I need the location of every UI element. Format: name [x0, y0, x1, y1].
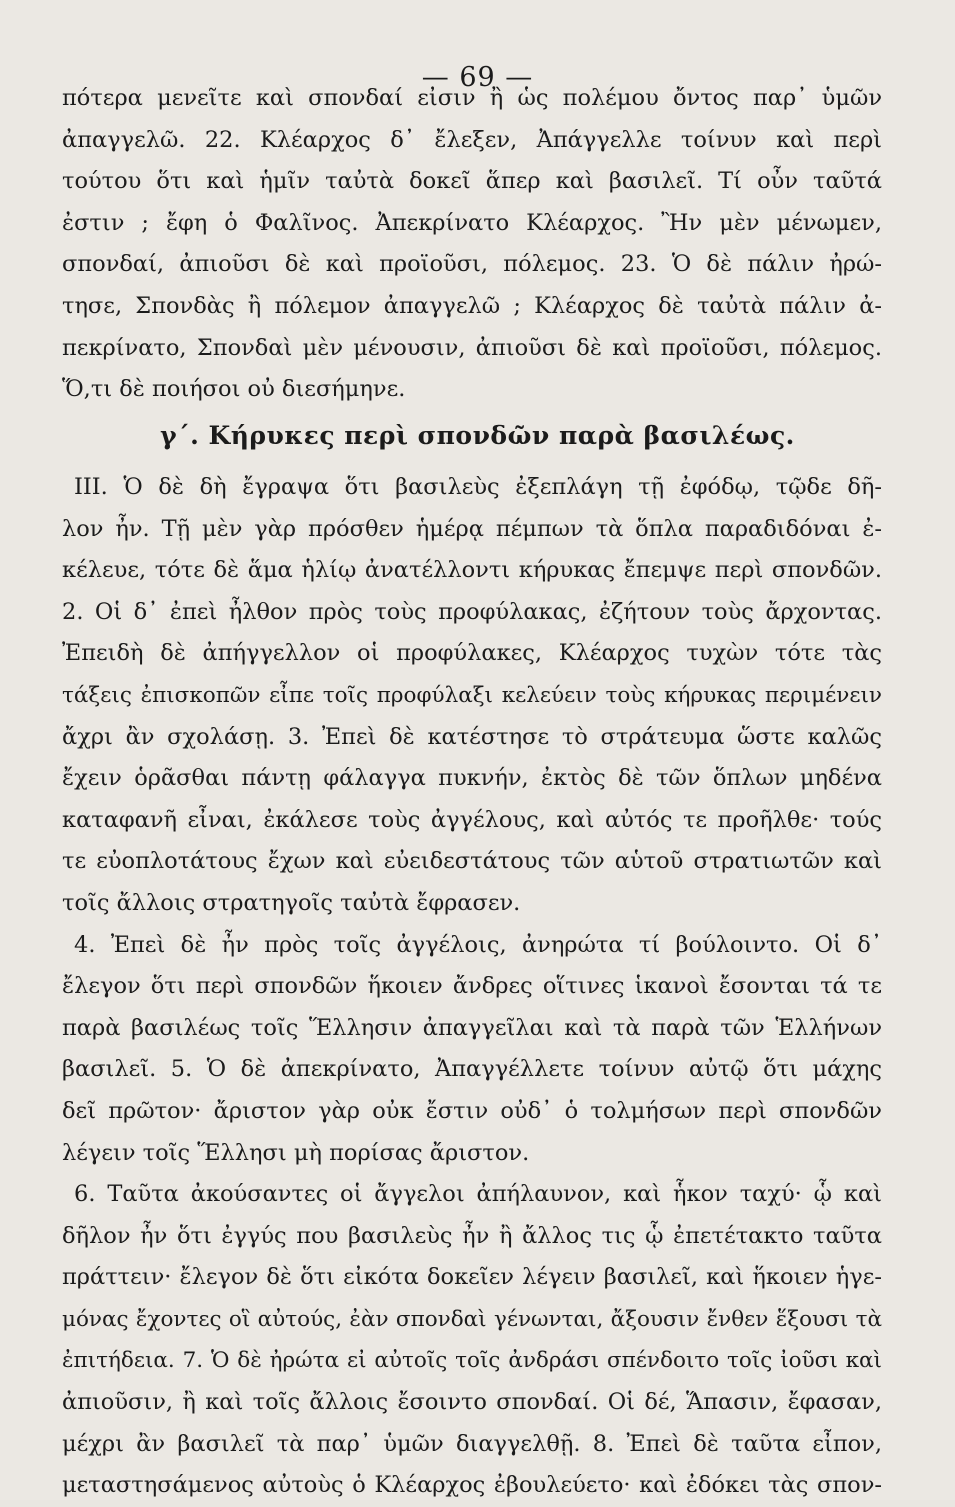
text-line: τάξεις ἐπισκοπῶν εἶπε τοῖς προφύλαξι κελεύειν τοὺς κήρυκας περιμένειν — [62, 682, 882, 708]
text-line: καταφανῆ εἶναι, ἐκάλεσε τοὺς ἀγγέλους, καὶ αὐτός τε προῆλθε· τούς — [62, 806, 882, 833]
text-line: 6. Ταῦτα ἀκούσαντες οἱ ἄγγελοι ἀπήλαυνον, καὶ ἧκον ταχύ· ᾧ καὶ — [74, 1181, 882, 1208]
text-line: III. Ὁ δὲ δὴ ἔγραψα ὅτι βασιλεὺς ἐξεπλάγη τῇ ἐφόδῳ, τῷδε δῆ- — [74, 474, 882, 500]
text-line: ἀπιοῦσιν, ἢ καὶ τοῖς ἄλλοις ἔσοιντο σπονδαί. Οἱ δέ, Ἅπασιν, ἔφασαν, — [62, 1389, 882, 1416]
text-line: λον ἦν. Τῇ μὲν γὰρ πρόσθεν ἡμέρᾳ πέμπων τὰ ὅπλα παραδιδόναι ἐ- — [62, 515, 882, 542]
text-line: δῆλον ἦν ὅτι ἐγγύς που βασιλεὺς ἦν ἢ ἄλλος τις ᾧ ἐπετέτακτο ταῦτα — [62, 1222, 882, 1249]
text-line: κέλευε, τότε δὲ ἅμα ἡλίῳ ἀνατέλλοντι κήρυκας ἔπεμψε περὶ σπονδῶν. — [62, 557, 882, 584]
text-line: μέχρι ἂν βασιλεῖ τὰ παρ᾽ ὑμῶν διαγγελθῇ. 8. Ἐπεὶ δὲ ταῦτα εἶπον, — [62, 1430, 882, 1457]
text-block-main — [62, 467, 882, 1507]
text-line: ἀπαγγελῶ. 22. Κλέαρχος δ᾽ ἔλεξεν, Ἀπάγγελλε τοίνυν καὶ περὶ — [62, 126, 882, 153]
text-line: δεῖ πρῶτον· ἄριστον γὰρ οὐκ ἔστιν οὐδ᾽ ὁ τολμήσων περὶ σπονδῶν — [62, 1097, 882, 1124]
text-line: Ἐπειδὴ δὲ ἀπήγγελλον οἱ προφύλακες, Κλέαρχος τυχὼν τότε τὰς — [62, 640, 882, 667]
text-line: τησε, Σπονδὰς ἢ πόλεμον ἀπαγγελῶ ; Κλέαρχος δὲ ταὐτὰ πάλιν ἀ- — [62, 292, 882, 319]
text-line: μόνας ἔχοντες οἳ αὐτούς, ἐὰν σπονδαὶ γένωνται, ἄξουσιν ἔνθεν ἕξουσι τὰ — [62, 1306, 882, 1332]
section-heading: γ΄. Κήρυκες περὶ σπονδῶν παρὰ βασιλέως. — [160, 421, 795, 450]
text-line: 4. Ἐπεὶ δὲ ἦν πρὸς τοῖς ἀγγέλοις, ἀνηρώτα τί βούλοιντο. Οἱ δ᾽ — [74, 931, 882, 958]
text-line: βασιλεῖ. 5. Ὁ δὲ ἀπεκρίνατο, Ἀπαγγέλλετε τοίνυν αὐτῷ ὅτι μάχης — [62, 1056, 882, 1083]
text-line: λέγειν τοῖς Ἕλλησι μὴ πορίσας ἄριστον. — [62, 1139, 530, 1166]
text-line: σπονδαί, ἀπιοῦσι δὲ καὶ προϊοῦσι, πόλεμος. 23. Ὁ δὲ πάλιν ἠρώ- — [62, 251, 882, 278]
text-line: πεκρίνατο, Σπονδαὶ μὲν μένουσιν, ἀπιοῦσι δὲ καὶ προϊοῦσι, πόλεμος. — [62, 334, 882, 361]
page-number: — 69 — — [421, 62, 534, 93]
text-line: ἔλεγον ὅτι περὶ σπονδῶν ἥκοιεν ἄνδρες οἵτινες ἱκανοὶ ἔσονται τά τε — [62, 973, 882, 1000]
text-line: τούτου ὅτι καὶ ἡμῖν ταὐτὰ δοκεῖ ἅπερ καὶ βασιλεῖ. Τί οὖν ταῦτά — [62, 168, 882, 195]
text-line: πράττειν· ἔλεγον δὲ ὅτι εἰκότα δοκεῖεν λέγειν βασιλεῖ, καὶ ἥκοιεν ἡγε- — [62, 1264, 882, 1291]
text-line: πότερα μενεῖτε καὶ σπονδαί εἰσιν ἢ ὡς πολέμου ὄντος παρ᾽ ὑμῶν — [62, 85, 882, 111]
text-line: μεταστησάμενος αὐτοὺς ὁ Κλέαρχος ἐβουλεύετο· καὶ ἐδόκει τὰς σπον- — [62, 1472, 882, 1499]
text-line: ἄχρι ἂν σχολάσῃ. 3. Ἐπεὶ δὲ κατέστησε τὸ στράτευμα ὥστε καλῶς — [62, 723, 882, 750]
text-block-top — [62, 78, 882, 411]
text-line: παρὰ βασιλέως τοῖς Ἕλλησιν ἀπαγγεῖλαι καὶ τὰ παρὰ τῶν Ἑλλήνων — [62, 1014, 882, 1041]
text-line: Ὅ,τι δὲ ποιήσοι οὐ διεσήμηνε. — [62, 376, 406, 403]
text-line: τε εὐοπλοτάτους ἔχων καὶ εὐειδεστάτους τῶν αὑτοῦ στρατιωτῶν καὶ — [62, 848, 882, 875]
text-line: ἐπιτήδεια. 7. Ὁ δὲ ἠρώτα εἰ αὐτοῖς τοῖς ἀνδράσι σπένδοιτο τοῖς ἰοῦσι καὶ — [62, 1348, 882, 1374]
text-line: ἔχειν ὁρᾶσθαι πάντῃ φάλαγγα πυκνήν, ἐκτὸς δὲ τῶν ὅπλων μηδένα — [62, 765, 882, 792]
text-line: τοῖς ἄλλοις στρατηγοῖς ταὐτὰ ἔφρασεν. — [62, 889, 521, 916]
text-line: ἐστιν ; ἔφη ὁ Φαλῖνος. Ἀπεκρίνατο Κλέαρχος. Ἢν μὲν μένωμεν, — [62, 209, 882, 236]
text-line: 2. Οἱ δ᾽ ἐπεὶ ἦλθον πρὸς τοὺς προφύλακας, ἐζήτουν τοὺς ἄρχοντας. — [62, 598, 882, 625]
